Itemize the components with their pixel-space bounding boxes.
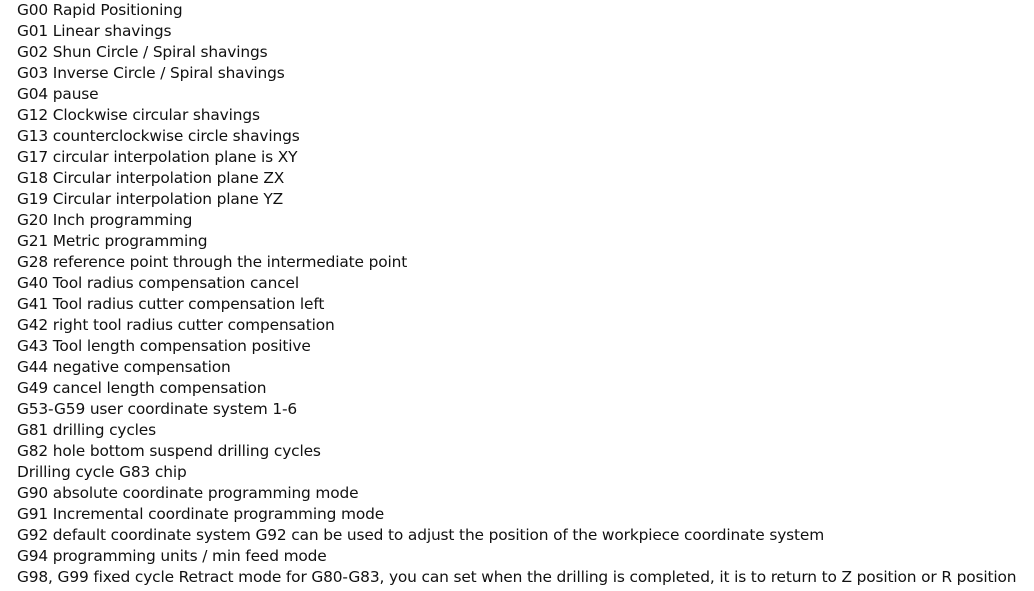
gcode-line-g92: G92 default coordinate system G92 can be used to adjust the position of the workpiece coordinate system	[17, 526, 825, 544]
gcode-line-g04: G04 pause	[17, 85, 99, 103]
gcode-line-g40: G40 Tool radius compensation cancel	[17, 274, 299, 292]
gcode-line-g02: G02 Shun Circle / Spiral shavings	[17, 43, 268, 61]
gcode-list	[17, 0, 1032, 588]
gcode-line-g41: G41 Tool radius cutter compensation left	[17, 295, 325, 313]
gcode-line-g90: G90 absolute coordinate programming mode	[17, 484, 359, 502]
gcode-line-g17: G17 circular interpolation plane is XY	[17, 148, 298, 166]
gcode-line-g03: G03 Inverse Circle / Spiral shavings	[17, 64, 285, 82]
gcode-line-g20: G20 Inch programming	[17, 211, 193, 229]
gcode-line-g44: G44 negative compensation	[17, 358, 231, 376]
gcode-line-g01: G01 Linear shavings	[17, 22, 172, 40]
gcode-line-g94: G94 programming units / min feed mode	[17, 547, 327, 565]
gcode-line-g12: G12 Clockwise circular shavings	[17, 106, 260, 124]
gcode-line-g82: G82 hole bottom suspend drilling cycles	[17, 442, 321, 460]
gcode-line-g49: G49 cancel length compensation	[17, 379, 267, 397]
gcode-line-g13: G13 counterclockwise circle shavings	[17, 127, 300, 145]
gcode-line-g28: G28 reference point through the intermediate point	[17, 253, 408, 271]
gcode-line-g43: G43 Tool length compensation positive	[17, 337, 311, 355]
gcode-line-g91: G91 Incremental coordinate programming mode	[17, 505, 385, 523]
gcode-line-g18: G18 Circular interpolation plane ZX	[17, 169, 285, 187]
gcode-line-g53-g59: G53-G59 user coordinate system 1-6	[17, 400, 298, 418]
gcode-line-g81: G81 drilling cycles	[17, 421, 156, 439]
gcode-line-g42: G42 right tool radius cutter compensation	[17, 316, 335, 334]
gcode-line-g83: Drilling cycle G83 chip	[17, 463, 187, 481]
gcode-line-g19: G19 Circular interpolation plane YZ	[17, 190, 283, 208]
gcode-line-g98-g99: G98, G99 fixed cycle Retract mode for G80-G83, you can set when the drilling is completed, it is to return to Z position or R position	[17, 568, 1017, 586]
gcode-line-g21: G21 Metric programming	[17, 232, 208, 250]
gcode-line-g00: G00 Rapid Positioning	[17, 1, 183, 19]
